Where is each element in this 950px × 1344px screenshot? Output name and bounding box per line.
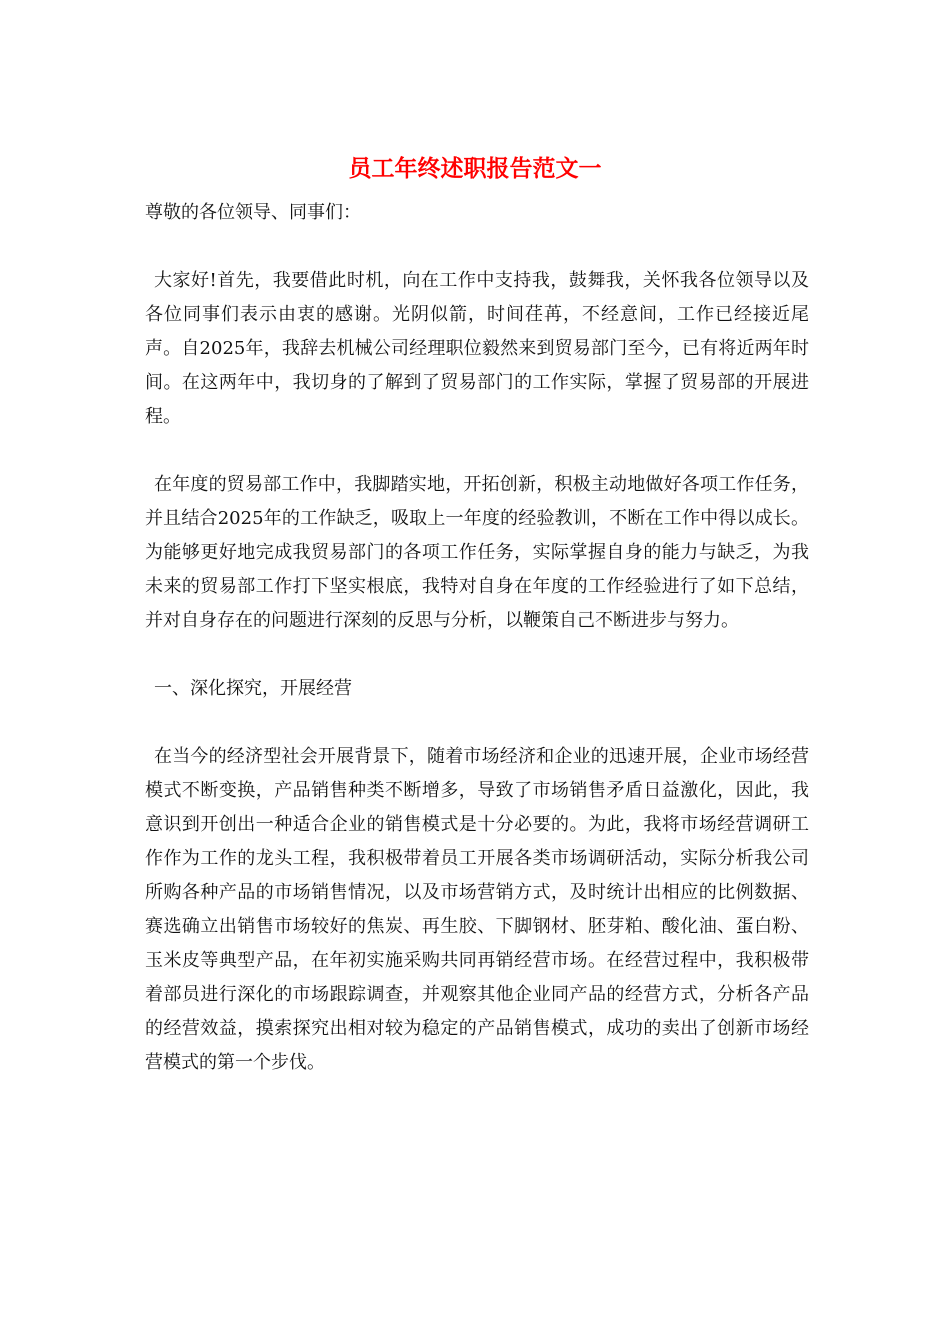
- body-paragraph-2: 在年度的贸易部工作中，我脚踏实地，开拓创新，积极主动地做好各项工作任务，并且结合2025年的工作缺乏，吸取上一年度的经验教训，不断在工作中得以成长。为能够更好地完成我贸易部门的各项工作任务，实际掌握自身的能力与缺乏，为我未来的贸易部工作打下坚实根底，我特对自身在年度的工作经验进行了如下总结，并对自身存在的问题进行深刻的反思与分析，以鞭策自己不断进步与努力。: [145, 474, 809, 631]
- section-heading: 一、深化探究，开展经营: [154, 678, 352, 699]
- section-paragraph: 在当今的经济型社会开展背景下，随着市场经济和企业的迅速开展，企业市场经营模式不断变换，产品销售种类不断增多，导致了市场销售矛盾日益激化，因此，我意识到开创出一种适合企业的销售模式是十分必要的。为此，我将市场经营调研工作作为工作的龙头工程，我积极带着员工开展各类市场调研活动，实际分析我公司所购各种产品的市场销售情况，以及市场营销方式，及时统计出相应的比例数据、赛选确立出销售市场较好的焦炭、再生胶、下脚钢材、胚芽粕、酸化油、蛋白粉、玉米皮等典型产品，在年初实施采购共同再销经营市场。在经营过程中，我积极带着部员进行深化的市场跟踪调查，并观察其他企业同产品的经营方式，分析各产品的经营效益，摸索探究出相对较为稳定的产品销售模式，成功的卖出了创新市场经营模式的第一个步伐。: [145, 746, 809, 1073]
- document-title: 员工年终述职报告范文一: [348, 155, 602, 182]
- salutation: 尊敬的各位领导、同事们：: [145, 202, 361, 223]
- document-body: [145, 196, 809, 1114]
- body-paragraph-1: 大家好!首先，我要借此时机，向在工作中支持我，鼓舞我，关怀我各位领导以及各位同事们表示由衷的感谢。光阴似箭，时间荏苒，不经意间，工作已经接近尾声。自2025年，我辞去机械公司经理职位毅然来到贸易部门至今，已有将近两年时间。在这两年中，我切身的了解到了贸易部门的工作实际，掌握了贸易部的开展进程。: [145, 270, 809, 427]
